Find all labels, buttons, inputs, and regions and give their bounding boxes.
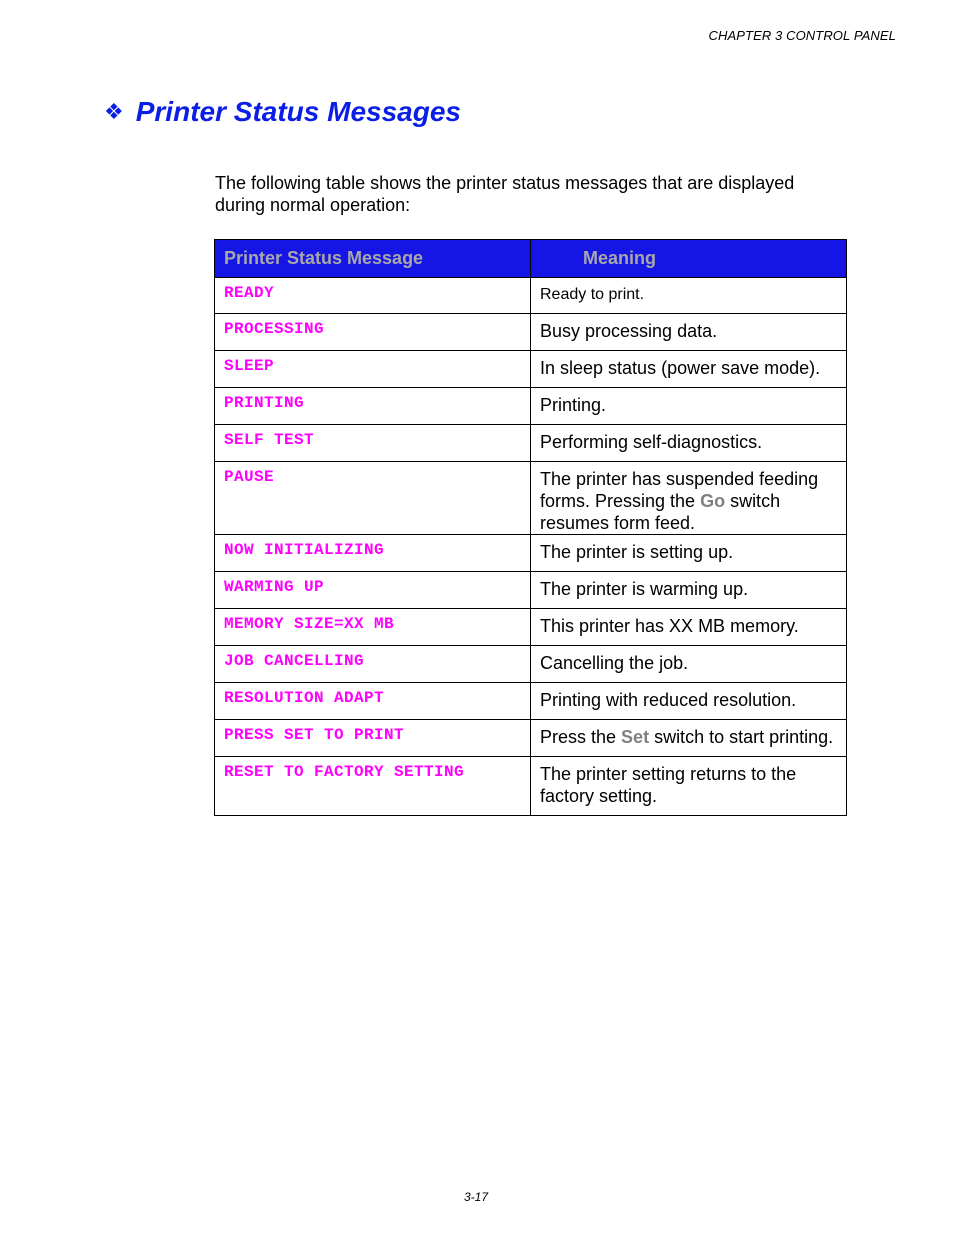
status-message-cell: SLEEP: [215, 351, 531, 388]
table-row: [215, 351, 847, 388]
table-row: [215, 425, 847, 462]
column-header-meaning: Meaning: [531, 240, 847, 278]
status-message-cell: PRINTING: [215, 388, 531, 425]
meaning-cell: Busy processing data.: [531, 314, 847, 351]
meaning-cell: In sleep status (power save mode).: [531, 351, 847, 388]
table-row: [215, 757, 847, 816]
status-message-cell: PAUSE: [215, 462, 531, 535]
table-row: [215, 278, 847, 314]
meaning-cell: Ready to print.: [531, 278, 847, 314]
status-messages-table: [214, 239, 847, 816]
meaning-cell: [531, 720, 847, 757]
four-diamond-bullet-icon: ❖: [104, 99, 124, 124]
meaning-cell: Performing self-diagnostics.: [531, 425, 847, 462]
status-message-cell: SELF TEST: [215, 425, 531, 462]
running-header: CHAPTER 3 CONTROL PANEL: [708, 28, 896, 43]
section-heading: [104, 96, 461, 128]
go-switch-label: Go: [700, 491, 726, 511]
table-row: [215, 609, 847, 646]
meaning-cell: Printing with reduced resolution.: [531, 683, 847, 720]
status-message-cell: JOB CANCELLING: [215, 646, 531, 683]
meaning-text: The printer has suspended feeding forms. Pressing the: [540, 469, 819, 511]
page-number: 3-17: [464, 1190, 489, 1204]
set-switch-label: Set: [621, 727, 650, 747]
table-header-row: [215, 240, 847, 278]
meaning-text: Press the: [540, 727, 622, 747]
status-message-cell: PROCESSING: [215, 314, 531, 351]
meaning-cell: The printer setting returns to the factory setting.: [531, 757, 847, 816]
status-message-cell: NOW INITIALIZING: [215, 535, 531, 572]
meaning-text: switch resumes form feed.: [540, 491, 781, 533]
meaning-text: switch to start printing.: [649, 727, 834, 747]
meaning-cell: The printer is setting up.: [531, 535, 847, 572]
meaning-cell: [531, 462, 847, 535]
meaning-cell: This printer has XX MB memory.: [531, 609, 847, 646]
table-row: [215, 720, 847, 757]
meaning-cell: The printer is warming up.: [531, 572, 847, 609]
status-message-cell: PRESS SET TO PRINT: [215, 720, 531, 757]
status-message-cell: RESOLUTION ADAPT: [215, 683, 531, 720]
table-row: [215, 572, 847, 609]
table-row: [215, 535, 847, 572]
table-row: [215, 462, 847, 535]
status-message-cell: READY: [215, 278, 531, 314]
status-message-cell: WARMING UP: [215, 572, 531, 609]
table-row: [215, 314, 847, 351]
table-row: [215, 388, 847, 425]
page-title: Printer Status Messages: [135, 96, 461, 127]
status-message-cell: RESET TO FACTORY SETTING: [215, 757, 531, 816]
status-message-cell: MEMORY SIZE=XX MB: [215, 609, 531, 646]
column-header-message: Printer Status Message: [215, 240, 531, 278]
intro-paragraph: The following table shows the printer status messages that are displayed during normal operation:: [215, 173, 795, 215]
meaning-cell: Cancelling the job.: [531, 646, 847, 683]
meaning-cell: Printing.: [531, 388, 847, 425]
table-row: [215, 683, 847, 720]
table-row: [215, 646, 847, 683]
